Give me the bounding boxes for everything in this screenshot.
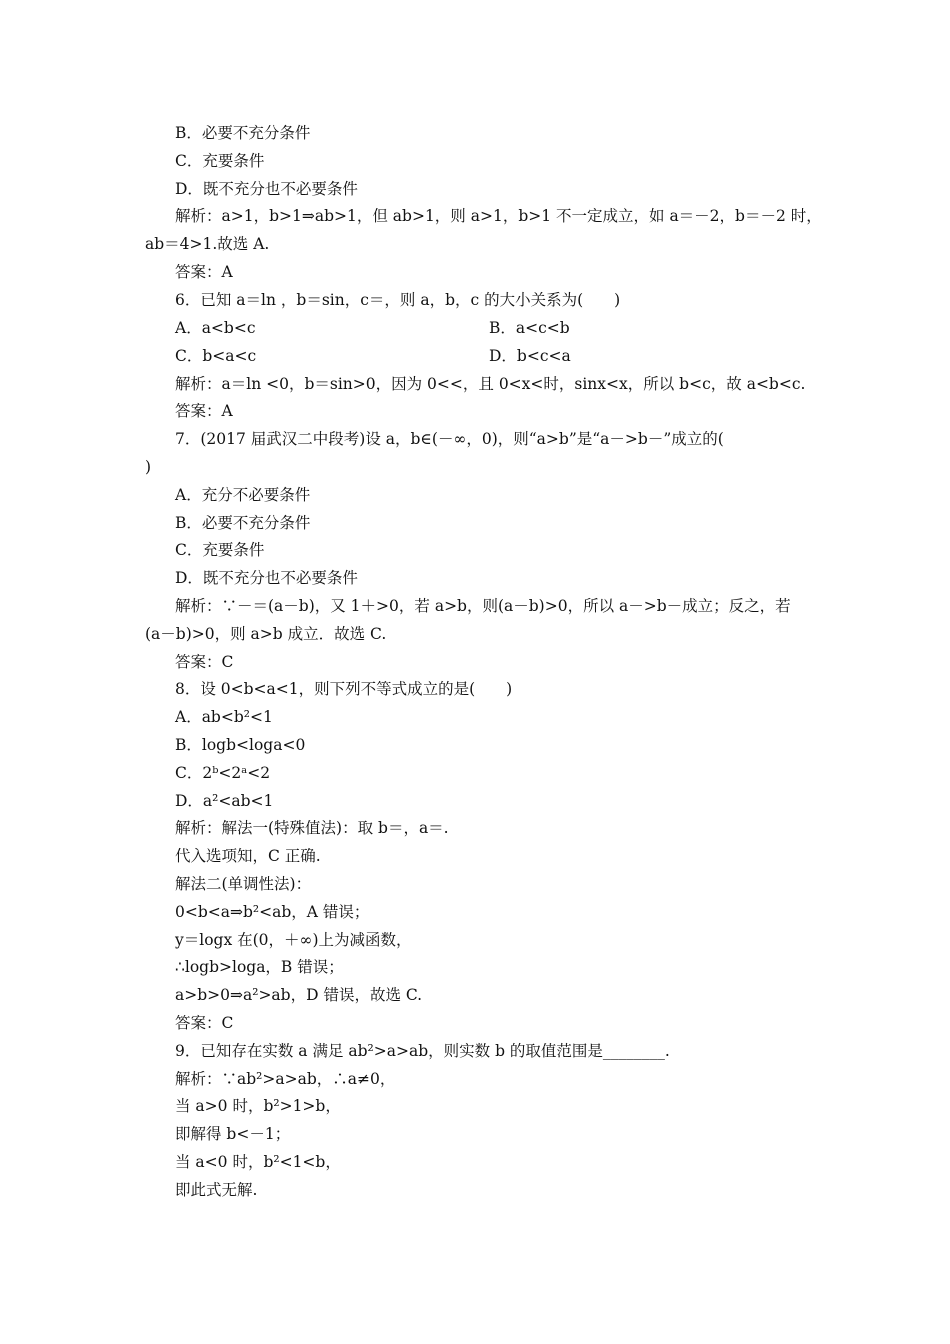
text-line: C．充要条件 bbox=[175, 152, 265, 170]
option-c: C．b<a<c bbox=[175, 347, 257, 365]
text-line: 当 a>0 时，b²>1>b， bbox=[175, 1097, 341, 1115]
text-line: 解析：∵－＝(a－b)，又 1＋>0，若 a>b，则(a－b)>0，所以 a－>b－成立；反之，若 bbox=[175, 597, 791, 615]
text-line: (a－b)>0，则 a>b 成立．故选 C. bbox=[145, 625, 387, 643]
text-line: ∴logb>loga，B 错误； bbox=[175, 958, 344, 976]
text-line: a>b>0⇒a²>ab，D 错误，故选 C. bbox=[175, 986, 423, 1004]
option-a: A．ab<b²<1 bbox=[175, 708, 273, 726]
text-line: 代入选项知，C 正确. bbox=[175, 847, 321, 865]
text-line: 即解得 b<－1； bbox=[175, 1125, 291, 1143]
text-line: y＝logx 在(0，＋∞)上为减函数， bbox=[175, 931, 412, 949]
option-b: B．logb<loga<0 bbox=[175, 736, 306, 754]
option-d: D．b<c<a bbox=[489, 347, 571, 365]
option-a: A．充分不必要条件 bbox=[175, 486, 311, 504]
text-line: 答案：A bbox=[175, 402, 233, 420]
option-d: D．既不充分也不必要条件 bbox=[175, 569, 358, 587]
text-line: 解法二(单调性法)： bbox=[175, 875, 312, 893]
text-line: 答案：A bbox=[175, 263, 233, 281]
question-6-stem: 6．已知 a＝ln ，b＝sin，c＝，则 a，b，c 的大小关系为( ) bbox=[175, 291, 621, 309]
text-line: 解析：∵ab²>a>ab，∴a≠0， bbox=[175, 1070, 396, 1088]
text-line: 当 a<0 时，b²<1<b， bbox=[175, 1153, 341, 1171]
text-line: 解析：解法一(特殊值法)：取 b＝，a＝. bbox=[175, 819, 449, 837]
option-a: A．a<b<c bbox=[175, 319, 256, 337]
text-line: 0<b<a⇒b²<ab，A 错误； bbox=[175, 903, 370, 921]
text-line: D．既不充分也不必要条件 bbox=[175, 180, 358, 198]
text-line: ab＝4>1.故选 A. bbox=[145, 235, 270, 253]
question-9-stem: 9．已知存在实数 a 满足 ab²>a>ab，则实数 b 的取值范围是________. bbox=[175, 1042, 670, 1060]
text-line: 答案：C bbox=[175, 653, 234, 671]
option-b: B．a<c<b bbox=[489, 319, 570, 337]
option-d: D．a²<ab<1 bbox=[175, 792, 274, 810]
option-b: B．必要不充分条件 bbox=[175, 514, 311, 532]
text-line: 即此式无解. bbox=[175, 1181, 258, 1199]
question-7-stem: 7．(2017 届武汉二中段考)设 a，b∈(－∞，0)，则“a>b”是“a－>b－”成立的( bbox=[175, 430, 724, 448]
question-8-stem: 8．设 0<b<a<1，则下列不等式成立的是( ) bbox=[175, 680, 513, 698]
option-c: C．充要条件 bbox=[175, 541, 265, 559]
text-line: 解析：a＝ln <0，b＝sin>0，因为 0<<，且 0<x<时，sinx<x，所以 b<c，故 a<b<c. bbox=[175, 375, 806, 393]
text-line: 答案：C bbox=[175, 1014, 234, 1032]
text-line: ) bbox=[145, 458, 152, 476]
text-line: B．必要不充分条件 bbox=[175, 124, 311, 142]
option-c: C．2ᵇ<2ᵃ<2 bbox=[175, 764, 271, 782]
text-line: 解析：a>1，b>1⇒ab>1，但 ab>1，则 a>1，b>1 不一定成立，如 a＝－2，b＝－2 时， bbox=[175, 207, 822, 225]
